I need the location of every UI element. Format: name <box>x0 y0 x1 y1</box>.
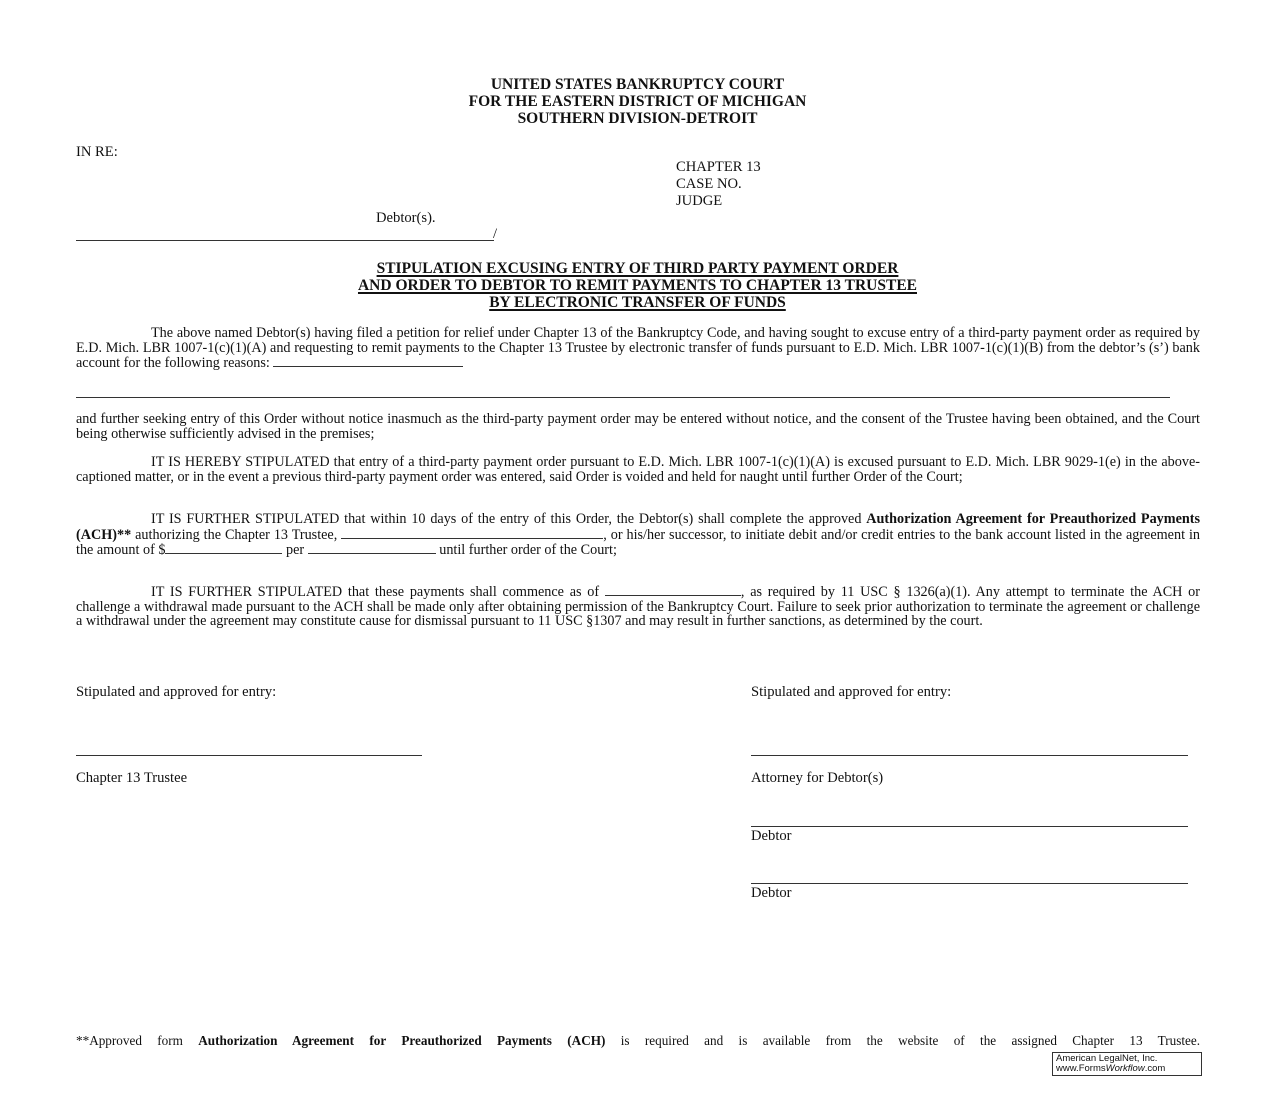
court-district: FOR THE EASTERN DISTRICT OF MICHIGAN <box>468 93 807 110</box>
recital-paragraph <box>76 326 1200 371</box>
ach-footnote <box>76 1034 1200 1048</box>
attorney-approval-heading: Stipulated and approved for entry: <box>751 684 952 700</box>
publisher-name: American LegalNet, Inc. <box>1056 1053 1158 1064</box>
chapter-label: CHAPTER 13 <box>676 159 761 175</box>
judge-label: JUDGE <box>676 193 723 209</box>
footnote-form-name: Authorization Agreement for Preauthorized Payments (ACH) <box>198 1033 606 1048</box>
trustee-name-field[interactable] <box>341 527 603 539</box>
commence-text-a: IT IS FURTHER STIPULATED that these payments shall commence as of <box>151 584 600 600</box>
caption-slash: / <box>493 226 498 242</box>
attorney-signature-line[interactable] <box>751 755 1188 756</box>
title-line-1: STIPULATION EXCUSING ENTRY OF THIRD PARTY PAYMENT ORDER <box>376 260 899 277</box>
hereby-stipulated-text: IT IS HEREBY STIPULATED that entry of a third-party payment order pursuant to E.D. Mich. LBR 1007-1(c)(1)(A) is excused pursuant to E.D. Mich. LBR 9029-1(e) in the above-captioned matter, or in the event a previous third-party payment order was entered, said Order is voided and held for naught until further Order of the Court; <box>76 454 1200 485</box>
court-division: SOUTHERN DIVISION-DETROIT <box>517 110 758 127</box>
footnote-prefix: **Approved form <box>76 1033 183 1048</box>
debtor-1-signature-line[interactable] <box>751 826 1188 827</box>
debtor-name-line[interactable] <box>76 240 494 241</box>
commencement-date-field[interactable] <box>605 584 741 596</box>
ach-text-b: authorizing the Chapter 13 Trustee, <box>135 526 338 543</box>
trustee-signature-label: Chapter 13 Trustee <box>76 770 188 786</box>
publisher-website-prefix: www.Forms <box>1056 1063 1106 1074</box>
payment-period-field[interactable] <box>308 542 436 554</box>
reasons-field-line-2[interactable] <box>76 397 1170 398</box>
debtors-label: Debtor(s). <box>376 210 436 226</box>
publisher-website-italic: Workflow <box>1105 1063 1145 1074</box>
ach-text-a: IT IS FURTHER STIPULATED that within 10 days of the entry of this Order, the Debtor(s) shall complete the approved <box>151 511 862 527</box>
trustee-approval-heading: Stipulated and approved for entry: <box>76 684 277 700</box>
publisher-website-suffix: .com <box>1144 1063 1166 1074</box>
title-line-2: AND ORDER TO DEBTOR TO REMIT PAYMENTS TO CHAPTER 13 TRUSTEE <box>357 277 917 294</box>
ach-text-c: , or his/her successor, to initiate debit and/or credit entries to the bank account listed in the agreement in the amount of $ <box>76 526 1200 558</box>
debtor-1-signature-label: Debtor <box>751 828 792 844</box>
attorney-signature-label: Attorney for Debtor(s) <box>751 770 884 786</box>
debtor-2-signature-label: Debtor <box>751 885 792 901</box>
document-title <box>0 260 1275 311</box>
ach-text-per: per <box>286 542 305 558</box>
publisher-website <box>1056 1064 1198 1074</box>
commence-text-b: , as required by 11 USC § 1326(a)(1). Any attempt to terminate the ACH or challenge a withdrawal made pursuant to the ACH shall be made only after obtaining permission of the Bankruptcy Court. Failure to seek prior authorization to terminate the agreement or challenge a withdrawal under the agreement may constitute cause for dismissal pursuant to 11 USC §1307 and may result in further sanctions, as determined by the court. <box>76 584 1200 629</box>
title-line-3: BY ELECTRONIC TRANSFER OF FUNDS <box>489 294 786 311</box>
publisher-stamp <box>1052 1052 1202 1076</box>
recital-text: The above named Debtor(s) having filed a petition for relief under Chapter 13 of the Bankruptcy Code, and having sought to excuse entry of a third-party payment order as required by E.D. Mich. LBR 1007-1(c)(1)(A) and requesting to remit payments to the Chapter 13 Trustee by electronic transfer of funds pursuant to E.D. Mich. LBR 1007-1(c)(1)(B) from the debtor’s (s’) bank account for the following reasons: <box>76 325 1200 371</box>
in-re-label: IN RE: <box>76 144 118 160</box>
ach-form-name: Authorization Agreement for Preauthorized Payments (ACH)** <box>76 511 1201 543</box>
further-seeking-paragraph: and further seeking entry of this Order without notice inasmuch as the third-party payment order may be entered without notice, and the consent of the Trustee having been obtained, and the Court being otherwise sufficiently advised in the premises; <box>76 411 1200 442</box>
court-name: UNITED STATES BANKRUPTCY COURT <box>490 76 785 93</box>
payment-amount-field[interactable] <box>165 542 282 554</box>
trustee-signature-line[interactable] <box>76 755 422 756</box>
case-no-label: CASE NO. <box>676 176 742 192</box>
reasons-field[interactable] <box>273 355 463 367</box>
hereby-stipulated-paragraph <box>76 455 1200 484</box>
debtor-2-signature-line[interactable] <box>751 883 1188 884</box>
court-header <box>0 76 1275 127</box>
ach-text-e: until further order of the Court; <box>439 542 617 558</box>
footnote-suffix: is required and is available from the website of the assigned Chapter 13 Trustee. <box>620 1033 1201 1048</box>
ach-paragraph <box>76 512 1200 558</box>
commencement-paragraph <box>76 584 1200 629</box>
